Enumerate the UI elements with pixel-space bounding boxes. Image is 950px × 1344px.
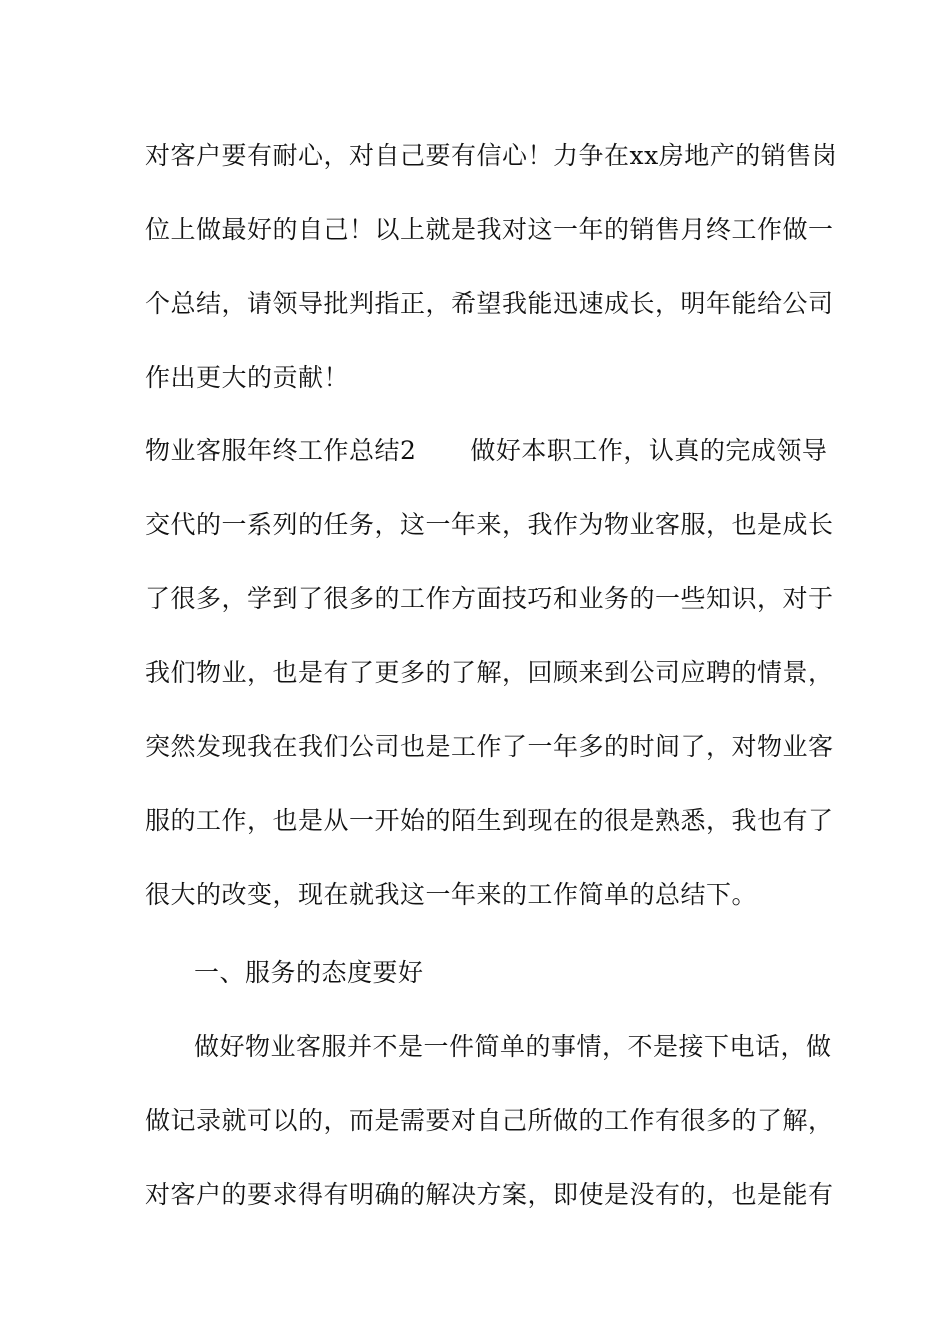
text-line: 对客户要有耐心，对自己要有信心！力争在xx房地产的销售岗 <box>145 141 838 170</box>
text-line: 了很多，学到了很多的工作方面技巧和业务的一些知识，对于 <box>145 584 834 613</box>
text-line: 交代的一系列的任务，这一年来，我作为物业客服，也是成长 <box>145 510 834 539</box>
text-line: 突然发现我在我们公司也是工作了一年多的时间了，对物业客 <box>145 732 834 761</box>
heading-service-attitude: 一、服务的态度要好 <box>194 958 424 987</box>
text-line: 做好物业客服并不是一件简单的事情，不是接下电话，做 <box>194 1032 832 1061</box>
section-title-continuation: 做好本职工作，认真的完成领导 <box>470 436 828 465</box>
text-line: 我们物业，也是有了更多的了解，回顾来到公司应聘的情景， <box>145 658 834 687</box>
text-line: 作出更大的贡献！ <box>145 363 350 392</box>
section-title-line <box>145 436 828 466</box>
text-line: 做记录就可以的，而是需要对自己所做的工作有很多的了解， <box>145 1106 834 1135</box>
text-line: 对客户的要求得有明确的解决方案，即使是没有的，也是能有 <box>145 1180 834 1209</box>
text-line: 位上做最好的自己！以上就是我对这一年的销售月终工作做一 <box>145 215 834 244</box>
section-title: 物业客服年终工作总结2 <box>145 436 417 465</box>
text-line: 很大的改变，现在就我这一年来的工作简单的总结下。 <box>145 880 758 909</box>
text-line: 服的工作，也是从一开始的陌生到现在的很是熟悉，我也有了 <box>145 806 834 835</box>
text-line: 个总结，请领导批判指正，希望我能迅速成长，明年能给公司 <box>145 289 834 318</box>
